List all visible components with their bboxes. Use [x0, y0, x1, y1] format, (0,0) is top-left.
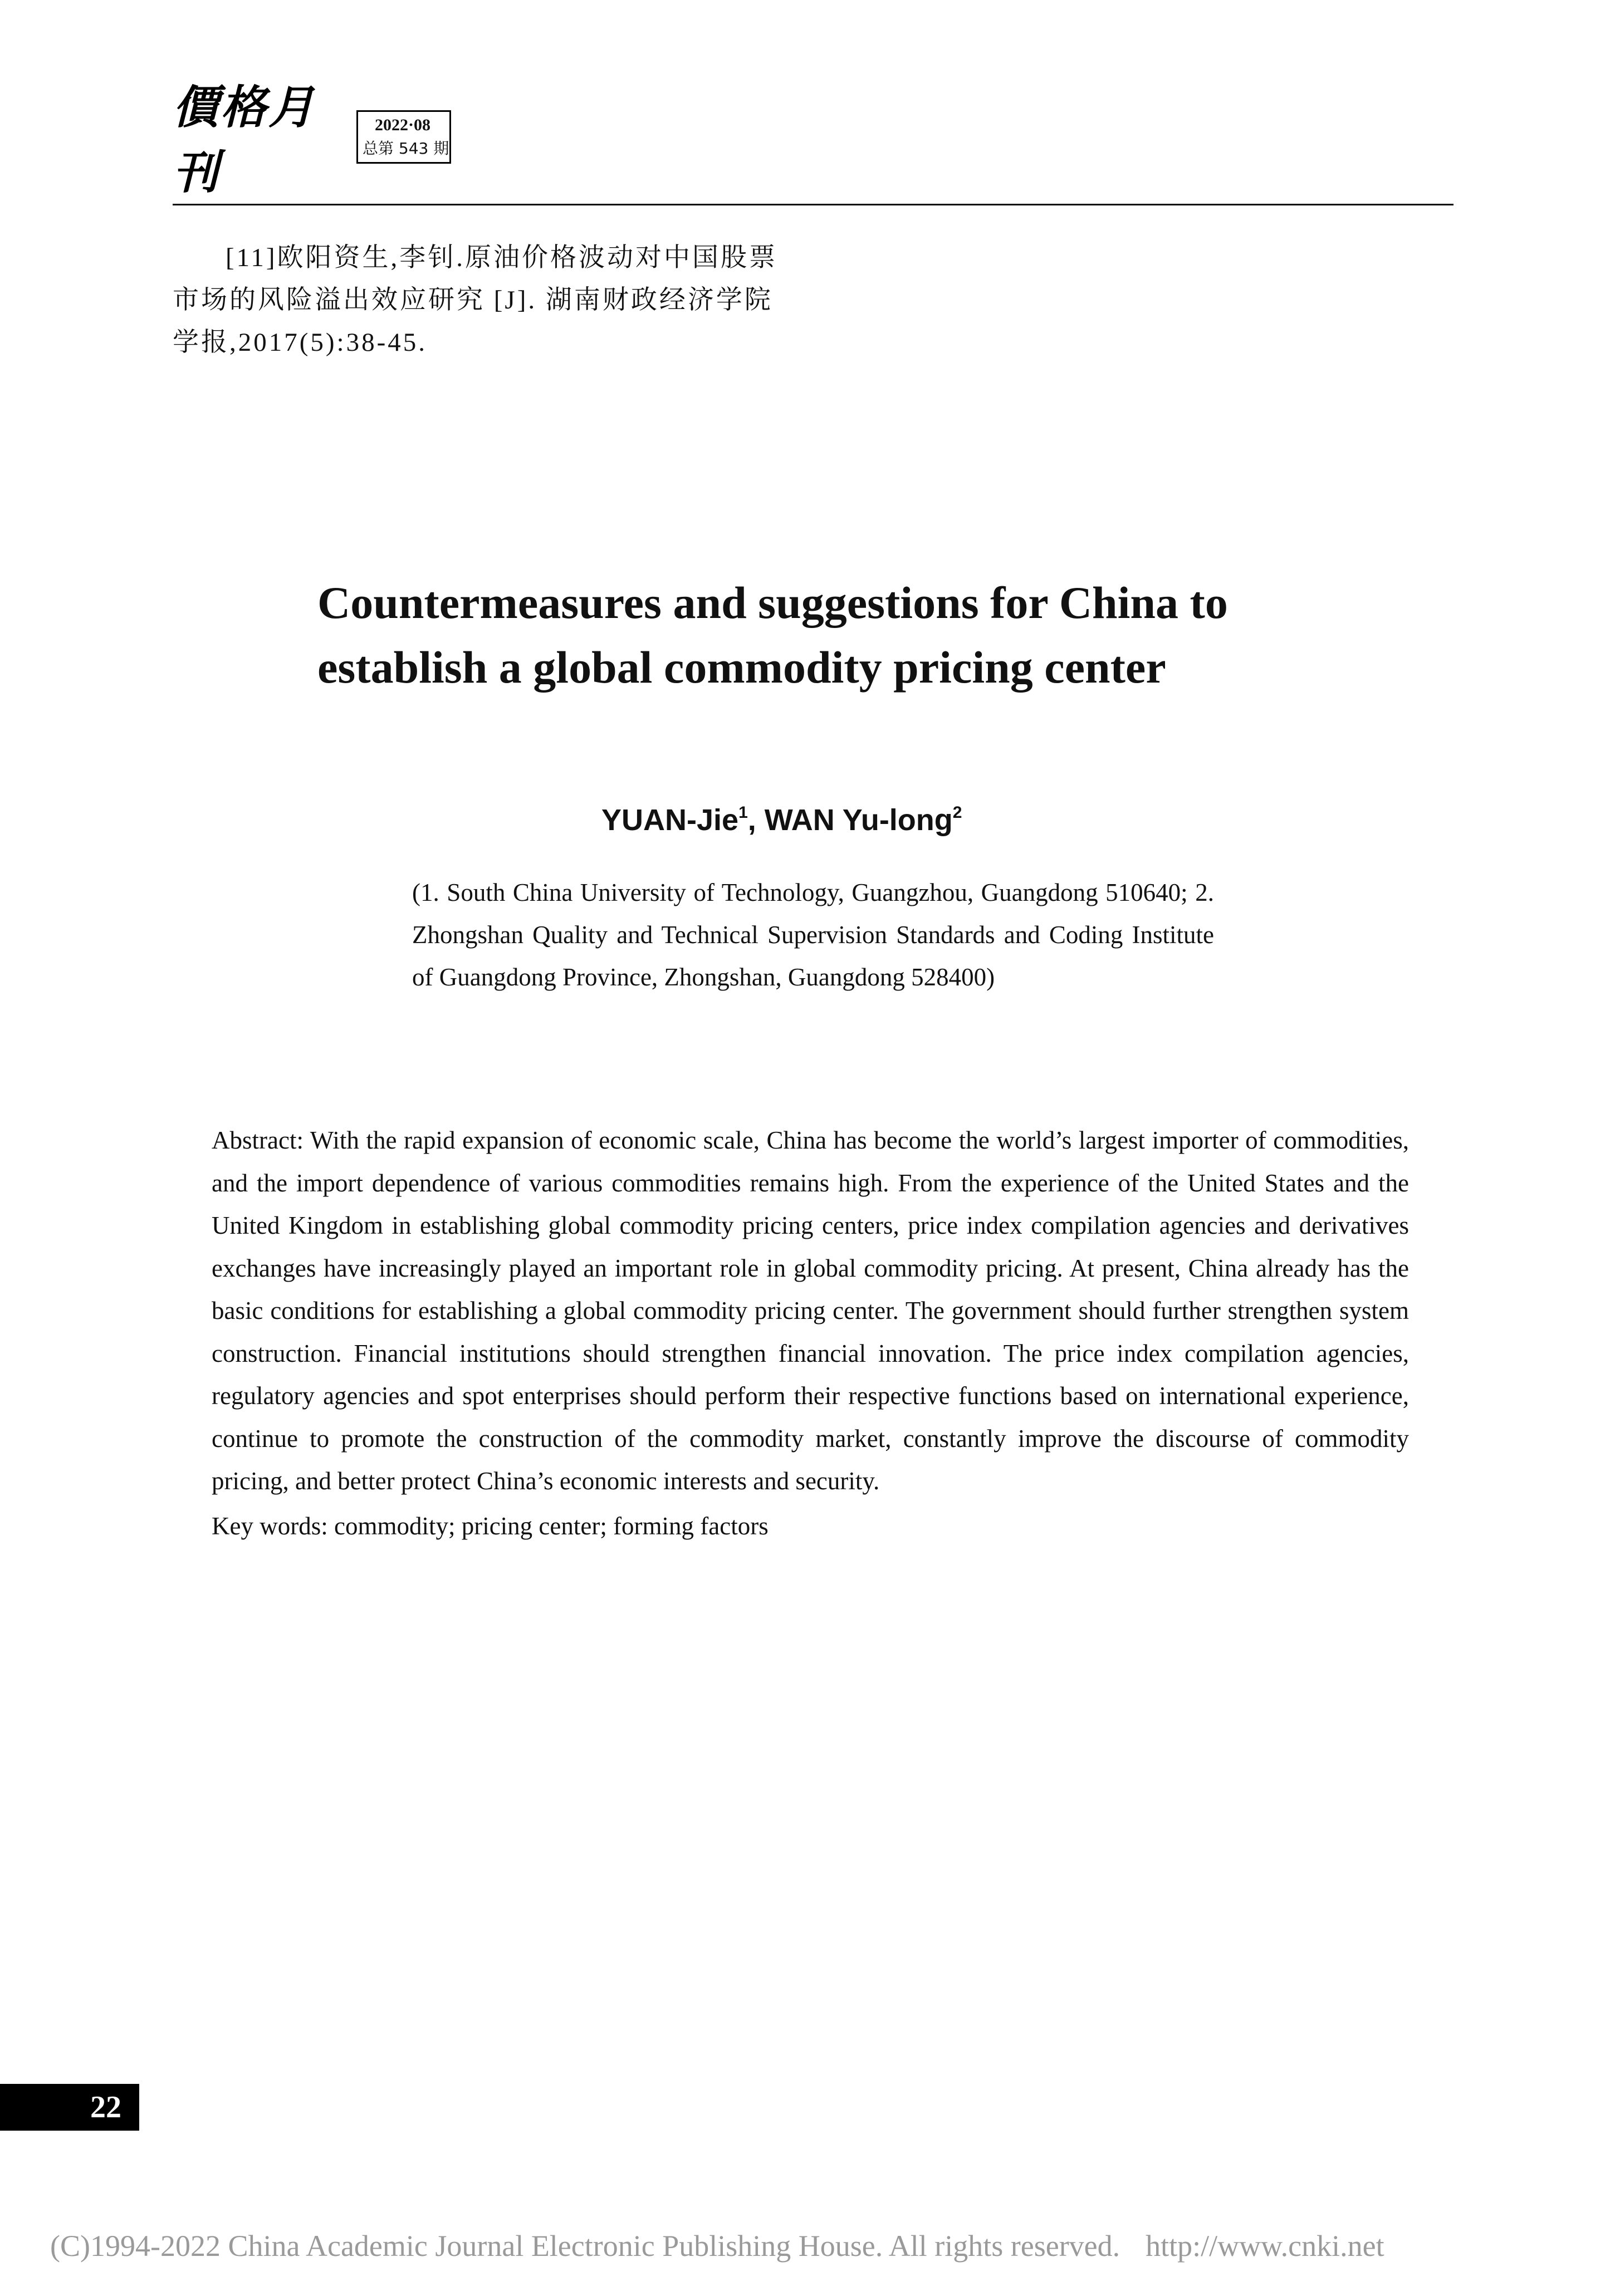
- journal-logo: 價格月刊: [173, 81, 316, 199]
- copyright-text: (C)1994-2022 China Academic Journal Electronic Publishing House. All rights reserved.: [50, 2229, 1120, 2263]
- author-separator: ,: [747, 803, 756, 837]
- author-affiliation-mark-2: 2: [952, 803, 962, 822]
- author-name-2: WAN Yu-long: [764, 803, 953, 837]
- paper-title-line-1: Countermeasures and suggestions for China to: [317, 577, 1228, 628]
- author-line: [601, 793, 1103, 840]
- journal-masthead: [173, 81, 451, 199]
- issue-total: 总第 543 期: [363, 139, 449, 158]
- paper-title-line-2: establish a global commodity pricing center: [317, 642, 1166, 693]
- keywords-line: Key words: commodity; pricing center; forming factors: [212, 1512, 769, 1540]
- author-name-1: YUAN-Jie: [601, 803, 739, 837]
- author-affiliation-mark-1: 1: [738, 803, 748, 822]
- cnki-url: http://www.cnki.net: [1146, 2229, 1384, 2263]
- header-rule: [173, 204, 1453, 205]
- abstract-paragraph: Abstract: With the rapid expansion of economic scale, China has become the world’s largest importer of commodities, and the import dependence of various commodities remains high. From the experience of the United States and the United Kingdom in establishing global commodity pricing centers, price index compilation agencies and derivatives exchanges have increasingly played an important role in global commodity pricing. At present, China already has the basic conditions for establishing a global commodity pricing center. The government should further strengthen system construction. Financial institutions should strengthen financial innovation. The price index compilation agencies, regulatory agencies and spot enterprises should perform their respective functions based on international experience, continue to promote the construction of the commodity market, constantly improve the discourse of commodity pricing, and better protect China’s economic interests and security.: [212, 1126, 1409, 1495]
- issue-box: [356, 110, 451, 164]
- copyright-footer: [50, 2226, 1587, 2266]
- author-affiliations: (1. South China University of Technology, Guangzhou, Guangdong 510640; 2. Zhongshan Quality and Technical Supervision Standards and Coding Institute of Guangdong Province, Zhongshan, Guangdong 528400): [412, 879, 1214, 991]
- paper-title: [317, 571, 1376, 700]
- page-number: 22: [0, 2084, 139, 2131]
- reference-entry: [11]欧阳资生,李钊.原油价格波动对中国股票市场的风险溢出效应研究 [J]. 湖南财政经济学院学报,2017(5):38-45.: [173, 243, 778, 357]
- issue-year: 2022·08: [375, 116, 431, 134]
